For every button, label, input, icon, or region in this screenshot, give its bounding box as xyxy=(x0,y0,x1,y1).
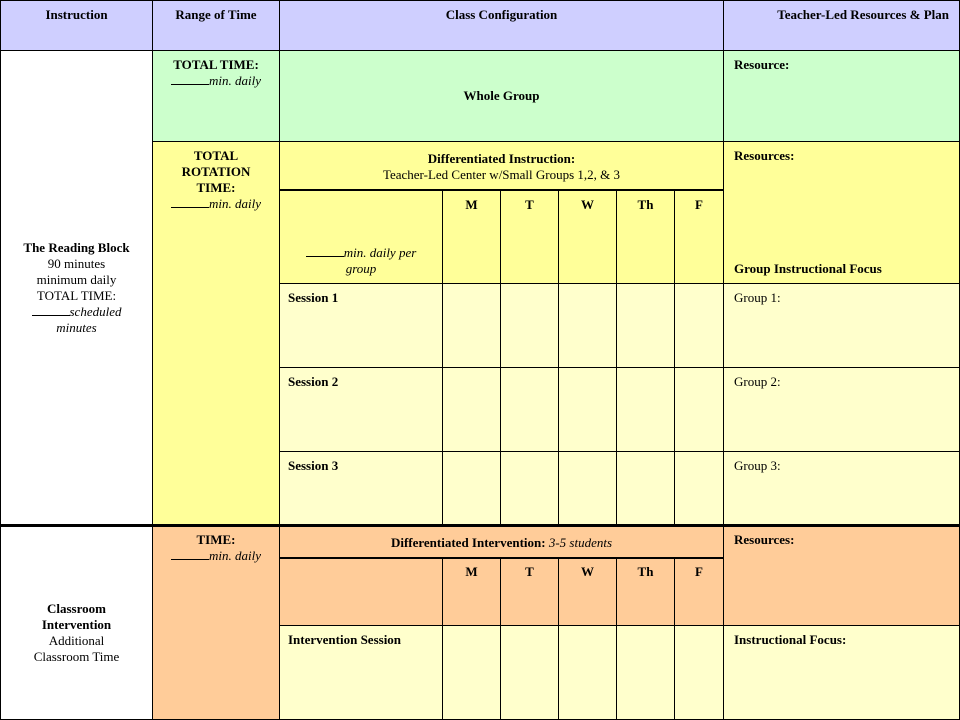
whole-group-resource-label: Resource: xyxy=(734,57,790,72)
reading-block-title: The Reading Block xyxy=(23,240,130,255)
instructional-focus-label: Instructional Focus: xyxy=(734,632,847,647)
day-header-m: M xyxy=(442,190,501,284)
group-3-label: Group 3: xyxy=(734,458,781,473)
session-2-w[interactable] xyxy=(558,367,617,452)
group-instructional-focus: Group Instructional Focus xyxy=(734,261,882,276)
reading-block-line1: 90 minutes xyxy=(47,256,106,271)
per-group-line1: min. daily per xyxy=(280,245,442,261)
blank-line xyxy=(306,245,344,257)
session-3-f[interactable] xyxy=(674,451,724,526)
rotation-time-cell xyxy=(152,141,280,526)
differentiated-subtitle: Teacher-Led Center w/Small Groups 1,2, & 3 xyxy=(382,167,621,182)
header-instruction-label: Instruction xyxy=(45,7,108,22)
intervention-header-cell xyxy=(279,524,724,559)
intervention-resources-cell xyxy=(723,524,960,626)
differentiated-title: Differentiated Instruction: xyxy=(427,151,576,166)
reading-block-total-time: TOTAL TIME: xyxy=(36,288,117,303)
intervention-blank-cell xyxy=(279,558,443,626)
instructional-focus-cell[interactable] xyxy=(723,625,960,720)
session-2-th[interactable] xyxy=(616,367,675,452)
group-2-label: Group 2: xyxy=(734,374,781,389)
whole-group-time-cell xyxy=(152,50,280,142)
session-2-f[interactable] xyxy=(674,367,724,452)
whole-group-min-daily: min. daily xyxy=(153,73,279,89)
differentiated-title-cell xyxy=(279,141,724,191)
per-group-cell xyxy=(279,190,443,284)
intervention-title-1: Classroom xyxy=(47,601,106,616)
int-day-header-f: F xyxy=(674,558,724,626)
session-2-label: Session 2 xyxy=(279,367,443,452)
group-1-label: Group 1: xyxy=(734,290,781,305)
whole-group-config-cell xyxy=(279,50,724,142)
intervention-time-label: TIME: xyxy=(196,532,236,547)
reading-block-minutes: minutes xyxy=(56,320,97,335)
session-3-t[interactable] xyxy=(500,451,559,526)
group-3-cell[interactable] xyxy=(723,451,960,526)
blank-line xyxy=(32,304,70,316)
intervention-header: Differentiated Intervention: 3-5 students xyxy=(390,535,613,550)
blank-line xyxy=(171,548,209,560)
int-day-header-th: Th xyxy=(616,558,675,626)
int-day-header-m: M xyxy=(442,558,501,626)
session-3-th[interactable] xyxy=(616,451,675,526)
int-session-t[interactable] xyxy=(500,625,559,720)
per-group-line2: group xyxy=(345,261,377,276)
group-2-cell[interactable] xyxy=(723,367,960,452)
int-session-f[interactable] xyxy=(674,625,724,720)
int-day-header-w: W xyxy=(558,558,617,626)
rotation-min-daily: min. daily xyxy=(153,196,279,212)
blank-line xyxy=(171,73,209,85)
intervention-cell xyxy=(0,524,153,720)
reading-block-scheduled: scheduled xyxy=(32,304,122,320)
differentiated-resources-cell xyxy=(723,141,960,284)
intervention-resources-label: Resources: xyxy=(734,532,795,547)
differentiated-resources-label: Resources: xyxy=(734,148,795,163)
rotation-time-label: TOTAL ROTATION TIME: xyxy=(181,148,251,195)
session-2-m[interactable] xyxy=(442,367,501,452)
intervention-line3: Additional xyxy=(48,633,105,648)
intervention-title-2: Intervention xyxy=(41,617,112,632)
session-3-label: Session 3 xyxy=(279,451,443,526)
intervention-line4: Classroom Time xyxy=(33,649,120,664)
int-session-w[interactable] xyxy=(558,625,617,720)
day-header-th: Th xyxy=(616,190,675,284)
header-class-label: Class Configuration xyxy=(445,7,558,22)
group-1-cell[interactable] xyxy=(723,283,960,368)
header-range-label: Range of Time xyxy=(175,7,257,22)
reading-block-cell xyxy=(0,50,153,526)
int-day-header-t: T xyxy=(500,558,559,626)
whole-group-resource-cell xyxy=(723,50,960,142)
blank-line xyxy=(171,196,209,208)
header-resources-label: Teacher-Led Resources & Plan xyxy=(777,7,949,22)
session-1-th[interactable] xyxy=(616,283,675,368)
session-1-f[interactable] xyxy=(674,283,724,368)
session-2-t[interactable] xyxy=(500,367,559,452)
session-1-t[interactable] xyxy=(500,283,559,368)
whole-group-total-time: TOTAL TIME: xyxy=(173,57,259,72)
session-1-label: Session 1 xyxy=(279,283,443,368)
session-3-m[interactable] xyxy=(442,451,501,526)
whole-group-label: Whole Group xyxy=(463,88,540,103)
header-resources-plan xyxy=(723,0,960,51)
header-range-of-time xyxy=(152,0,280,51)
intervention-time-cell xyxy=(152,524,280,720)
intervention-min-daily: min. daily xyxy=(153,548,279,564)
reading-block-line2: minimum daily xyxy=(36,272,117,287)
day-header-w: W xyxy=(558,190,617,284)
day-header-f: F xyxy=(674,190,724,284)
intervention-session-label: Intervention Session xyxy=(279,625,443,720)
session-3-w[interactable] xyxy=(558,451,617,526)
session-1-m[interactable] xyxy=(442,283,501,368)
header-class-configuration xyxy=(279,0,724,51)
session-1-w[interactable] xyxy=(558,283,617,368)
int-session-th[interactable] xyxy=(616,625,675,720)
int-session-m[interactable] xyxy=(442,625,501,720)
day-header-t: T xyxy=(500,190,559,284)
header-instruction xyxy=(0,0,153,51)
